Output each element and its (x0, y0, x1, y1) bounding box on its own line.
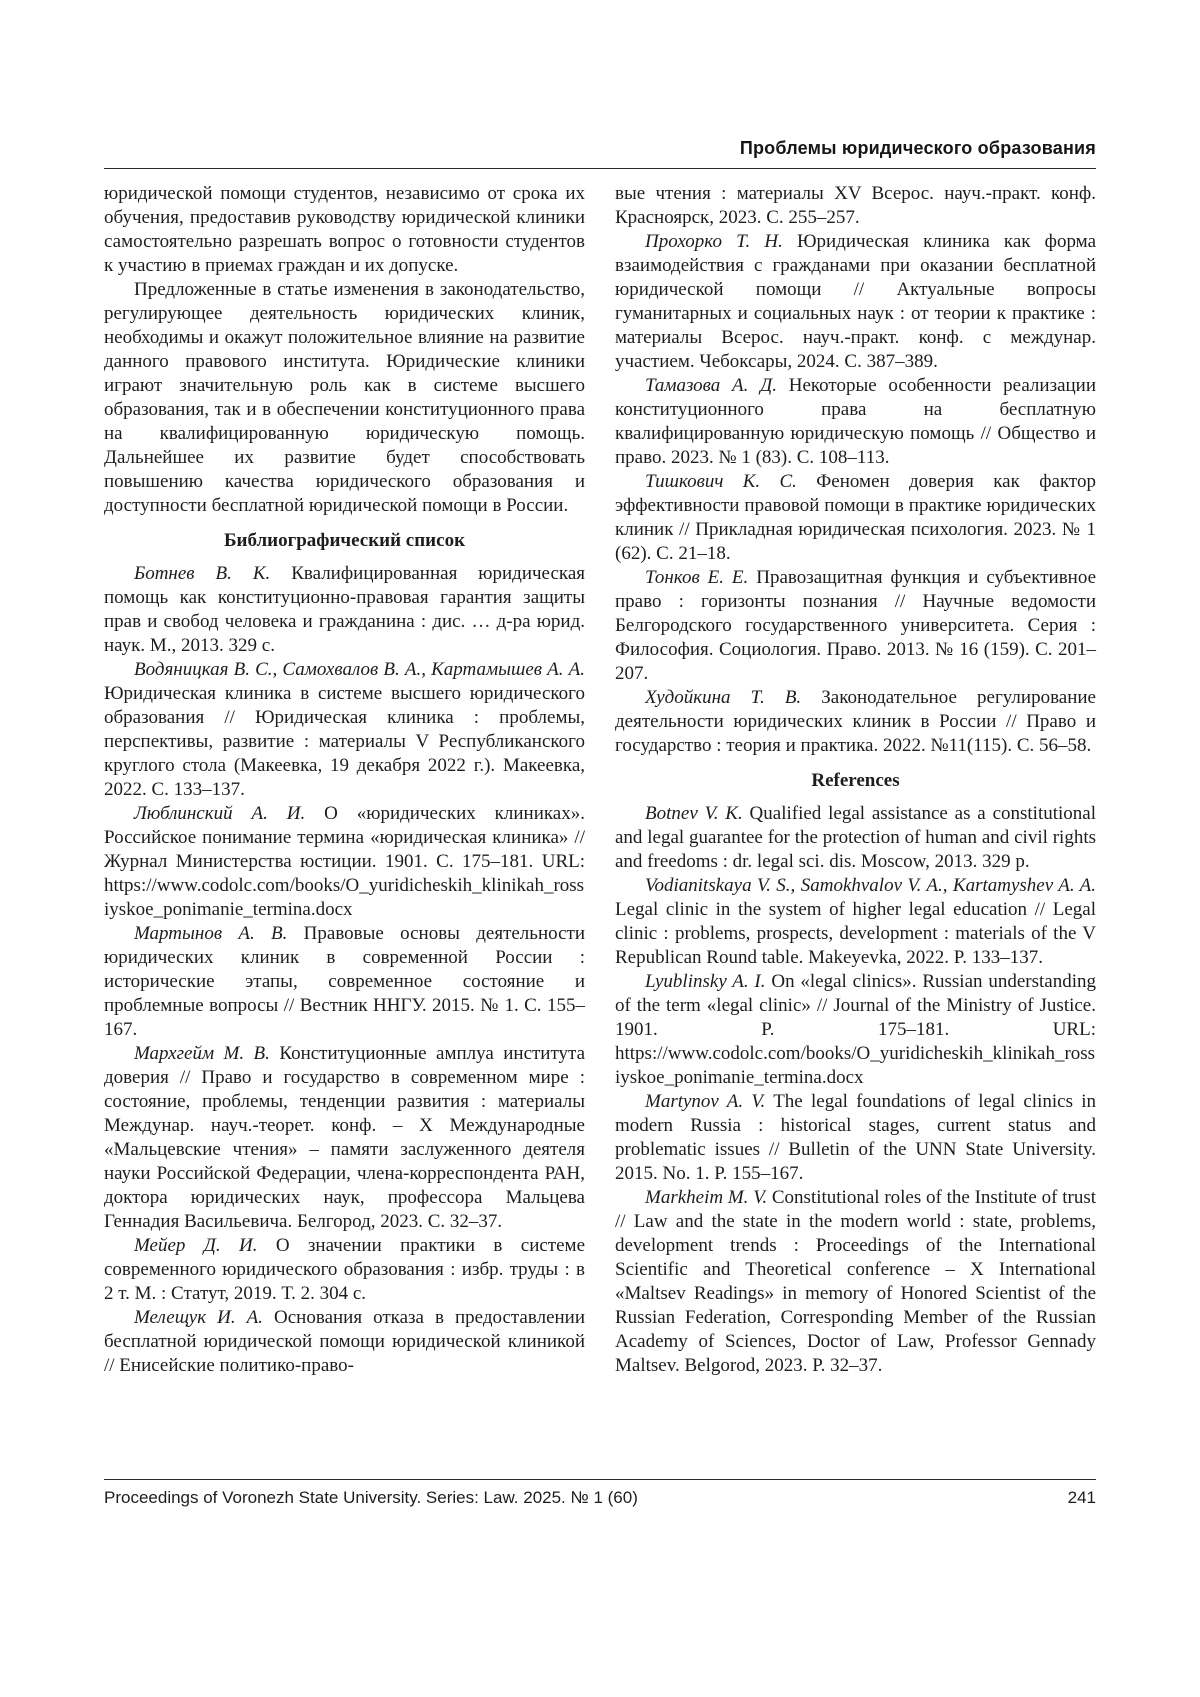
bibliography-entry (615, 230, 1096, 374)
entry-text: Legal clinic in the system of higher legal education // Legal clinic : problems, prospects, development : materials of the V Republican Round table. Makeyevka, 2022. P. 133–137. (615, 899, 1096, 968)
entry-author: Тонков Е. Е. (645, 567, 749, 588)
reference-entry (615, 874, 1096, 970)
entry-author: Botnev V. K. (645, 803, 743, 824)
entry-author: Прохорко Т. Н. (645, 231, 783, 252)
entry-text: Правовые основы деятельности юридических клиник в современной России : исторические этапы, современное состояние и проблемные вопросы // Вестник ННГУ. 2015. № 1. С. 155–167. (104, 923, 585, 1040)
entry-author: Тишкович К. С. (645, 471, 797, 492)
page-footer (104, 1479, 1096, 1508)
entry-text: Qualified legal assistance as a constitutional and legal guarantee for the protection of human and civil rights and freedoms : dr. legal sci. dis. Moscow, 2013. 329 p. (615, 803, 1096, 872)
reference-entry (615, 1090, 1096, 1186)
entry-text: Феномен доверия как фактор эффективности правовой помощи в практике юридических клиник // Прикладная юридическая психология. 2023. № 1 (62). С. 21–18. (615, 471, 1096, 564)
reference-entry (615, 970, 1096, 1090)
entry-author: Худойкина Т. В. (645, 687, 802, 708)
left-column (104, 182, 585, 1378)
two-column-body (104, 182, 1096, 1378)
entry-text: Юридическая клиника в системе высшего юридического образования // Юридическая клиника : проблемы, перспективы, развитие : материалы V Республиканского круглого стола (Макеевка, 19 декабря 2022 г.). Макеевка, 2022. С. 133–137. (104, 683, 585, 800)
bibliography-entry (615, 686, 1096, 758)
bibliography-entry (104, 562, 585, 658)
entry-author: Lyublinsky A. I. (645, 971, 766, 992)
entry-text: Законодательное регулирование деятельности юридических клиник в России // Право и государство : теория и практика. 2022. №11(115). С. 56–58. (615, 687, 1096, 756)
entry-text: Некоторые особенности реализации конституционного права на бесплатную квалифицированную юридическую помощь // Общество и право. 2023. № 1 (83). С. 108–113. (615, 375, 1097, 468)
continuation-paragraph: юридической помощи студентов, независимо от срока их обучения, предоставив руководству юридической клиники самостоятельно разрешать вопрос о готовности студентов к участию в приемах граждан и их допуске. (104, 183, 585, 276)
entry-author: Martynov A. V. (645, 1091, 766, 1112)
bibliography-entry (104, 1234, 585, 1306)
bibliography-entry (104, 1042, 585, 1234)
entry-author: Люблинский А. И. (134, 803, 306, 824)
entry-author: Тамазова А. Д. (645, 375, 777, 396)
entry-author: Markheim M. V. (645, 1187, 768, 1208)
page-content (104, 138, 1096, 1378)
entry-author: Мейер Д. И. (134, 1235, 258, 1256)
references-heading: References (811, 770, 900, 791)
entry-text: Юридическая клиника как форма взаимодействия с гражданами при оказании бесплатной юридической помощи // Актуальные вопросы гуманитарных и социальных наук : от теории к практике : материалы Всерос. науч.-практ. конф. с междунар. участием. Чебоксары, 2024. С. 387–389. (615, 231, 1096, 372)
entry-author: Мархгейм М. В. (134, 1043, 270, 1064)
continuation-fragment: вые чтения : материалы XV Всерос. науч.-практ. конф. Красноярск, 2023. С. 255–257. (615, 183, 1096, 228)
header-rule (104, 168, 1096, 169)
entry-author: Мелещук И. А. (134, 1307, 263, 1328)
bibliography-entry (615, 374, 1096, 470)
entry-text: О значении практики в системе современного юридического образования : избр. труды : в 2 т. М. : Статут, 2019. Т. 2. 304 с. (104, 1235, 585, 1304)
footer-journal-info: Proceedings of Voronezh State University. Series: Law. 2025. № 1 (60) (104, 1488, 638, 1507)
entry-text: Конституционные амплуа института доверия // Право и государство в современном мире : состояние, проблемы, тенденции развития : материалы Междунар. науч.-теорет. конф. – X Международные «Мальцевские чтения» – памяти заслуженного деятеля науки Российской Федерации, члена-корреспондента РАН, доктора юридических наук, профессора Мальцева Геннадия Васильевича. Белгород, 2023. С. 32–37. (104, 1043, 586, 1232)
reference-entry (615, 1186, 1096, 1378)
entry-text: The legal foundations of legal clinics in modern Russia : historical stages, current status and problematic issues // Bulletin of the UNN State University. 2015. No. 1. P. 155–167. (615, 1091, 1096, 1184)
bibliography-entry (104, 802, 585, 922)
entry-text: Правозащитная функция и субъективное право : горизонты познания // Научные ведомости Белгородского государственного университета. Серия : Философия. Социология. Право. 2013. № 16 (159). С. 201–207. (615, 567, 1097, 684)
bibliography-entry (104, 658, 585, 802)
bibliography-entry (615, 566, 1096, 686)
entry-text: Квалифицированная юридическая помощь как конституционно-правовая гарантия защиты прав и свобод человека и гражданина : дис. … д-ра юрид. наук. М., 2013. 329 с. (104, 563, 585, 656)
closing-paragraph: Предложенные в статье изменения в законодательство, регулирующее деятельность юридических клиник, необходимы и окажут положительное влияние на развитие данного правового института. Юридические клиники играют значительную роль как в системе высшего образования, так и в обеспечении конституционного права на квалифицированную юридическую помощь. Дальнейшее их развитие будет способствовать повышению качества юридического образования и доступности бесплатной юридической помощи в России. (104, 279, 585, 516)
entry-author: Ботнев В. К. (134, 563, 271, 584)
running-head: Проблемы юридического образования (739, 138, 1096, 158)
page-number: 241 (1067, 1488, 1096, 1507)
bibliography-entry (104, 922, 585, 1042)
bibliography-entry (615, 470, 1096, 566)
entry-text: О «юридических клиниках». Российское понимание термина «юридическая клиника» // Журнал Министерства юстиции. 1901. С. 175–181. URL: https://www.codolc.com/books/O_yuridicheskih_klinikah_rossiyskoe_ponimanie_termina.docx (104, 803, 585, 920)
entry-author: Мартынов А. В. (134, 923, 288, 944)
entry-text: Constitutional roles of the Institute of trust // Law and the state in the modern world : state, problems, development trends : Proceedings of the International Scientific and Theoretical conference – X International «Maltsev Readings» in memory of Honored Scientist of the Russian Federation, Corresponding Member of the Russian Academy of Sciences, Doctor of Law, Professor Gennady Maltsev. Belgorod, 2023. P. 32–37. (615, 1187, 1096, 1376)
entry-author: Водяницкая В. С., Самохвалов В. А., Картамышев А. А. (134, 659, 585, 680)
entry-author: Vodianitskaya V. S., Samokhvalov V. A., Kartamyshev A. A. (645, 875, 1096, 896)
entry-text: Основания отказа в предоставлении бесплатной юридической помощи юридической клиникой // Енисейские политико-право- (104, 1307, 586, 1376)
bibliography-entry (104, 1306, 585, 1378)
bibliography-heading: Библиографический список (223, 530, 466, 551)
right-column (615, 182, 1096, 1378)
entry-text: On «legal clinics». Russian understanding of the term «legal clinic» // Journal of the Ministry of Justice. 1901. P. 175–181. URL: https://www.codolc.com/books/O_yuridicheskih_klinikah_rossiyskoe_ponimanie_termina.docx (615, 971, 1096, 1088)
reference-entry (615, 802, 1096, 874)
